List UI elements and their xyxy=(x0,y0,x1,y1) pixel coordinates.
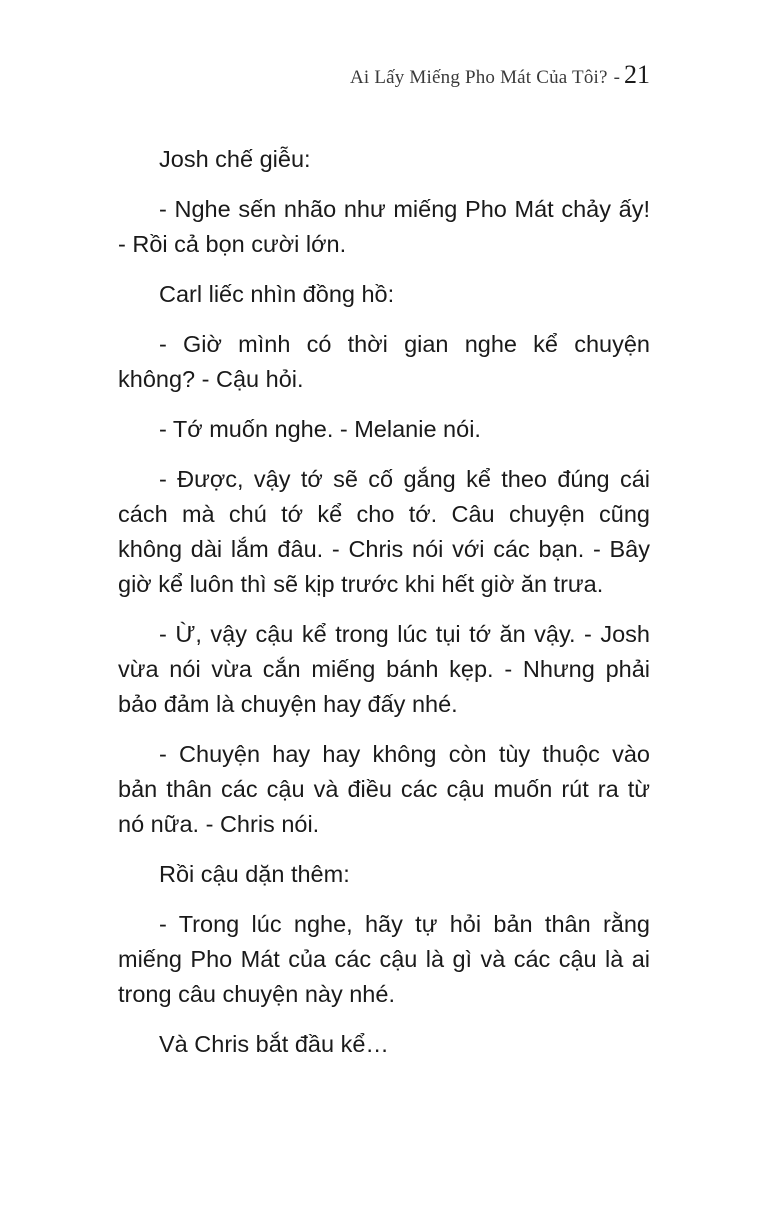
book-title: Ai Lấy Miếng Pho Mát Của Tôi? xyxy=(349,67,608,88)
paragraph: - Tớ muốn nghe. - Melanie nói. xyxy=(159,416,481,442)
paragraph: Rồi cậu dặn thêm: xyxy=(159,861,350,887)
running-header xyxy=(350,60,650,90)
body-text xyxy=(118,142,650,1077)
paragraph: Và Chris bắt đầu kể… xyxy=(159,1031,389,1057)
paragraph: - Chuyện hay hay không còn tùy thuộc vào bản thân các cậu và điều các cậu muốn rút ra từ nó nữa. - Chris nói. xyxy=(118,741,650,837)
paragraph: - Trong lúc nghe, hãy tự hỏi bản thân rằng miếng Pho Mát của các cậu là gì và các cậu là ai trong câu chuyện này nhé. xyxy=(118,911,650,1007)
paragraph: - Ừ, vậy cậu kể trong lúc tụi tớ ăn vậy. - Josh vừa nói vừa cắn miếng bánh kẹp. - Nhưng phải bảo đảm là chuyện hay đấy nhé. xyxy=(118,621,650,717)
paragraph: - Giờ mình có thời gian nghe kể chuyện không? - Cậu hỏi. xyxy=(118,331,650,392)
header-separator: - xyxy=(613,67,620,88)
paragraph: - Được, vậy tớ sẽ cố gắng kể theo đúng cái cách mà chú tớ kể cho tớ. Câu chuyện cũng không dài lắm đâu. - Chris nói với các bạn. - Bây giờ kể luôn thì sẽ kịp trước khi hết giờ ăn trưa. xyxy=(118,466,650,597)
page-number: 21 xyxy=(624,60,650,89)
paragraph: Carl liếc nhìn đồng hồ: xyxy=(159,281,395,307)
paragraph: - Nghe sến nhão như miếng Pho Mát chảy ấy! - Rồi cả bọn cười lớn. xyxy=(118,196,650,257)
paragraph: Josh chế giễu: xyxy=(159,146,311,172)
